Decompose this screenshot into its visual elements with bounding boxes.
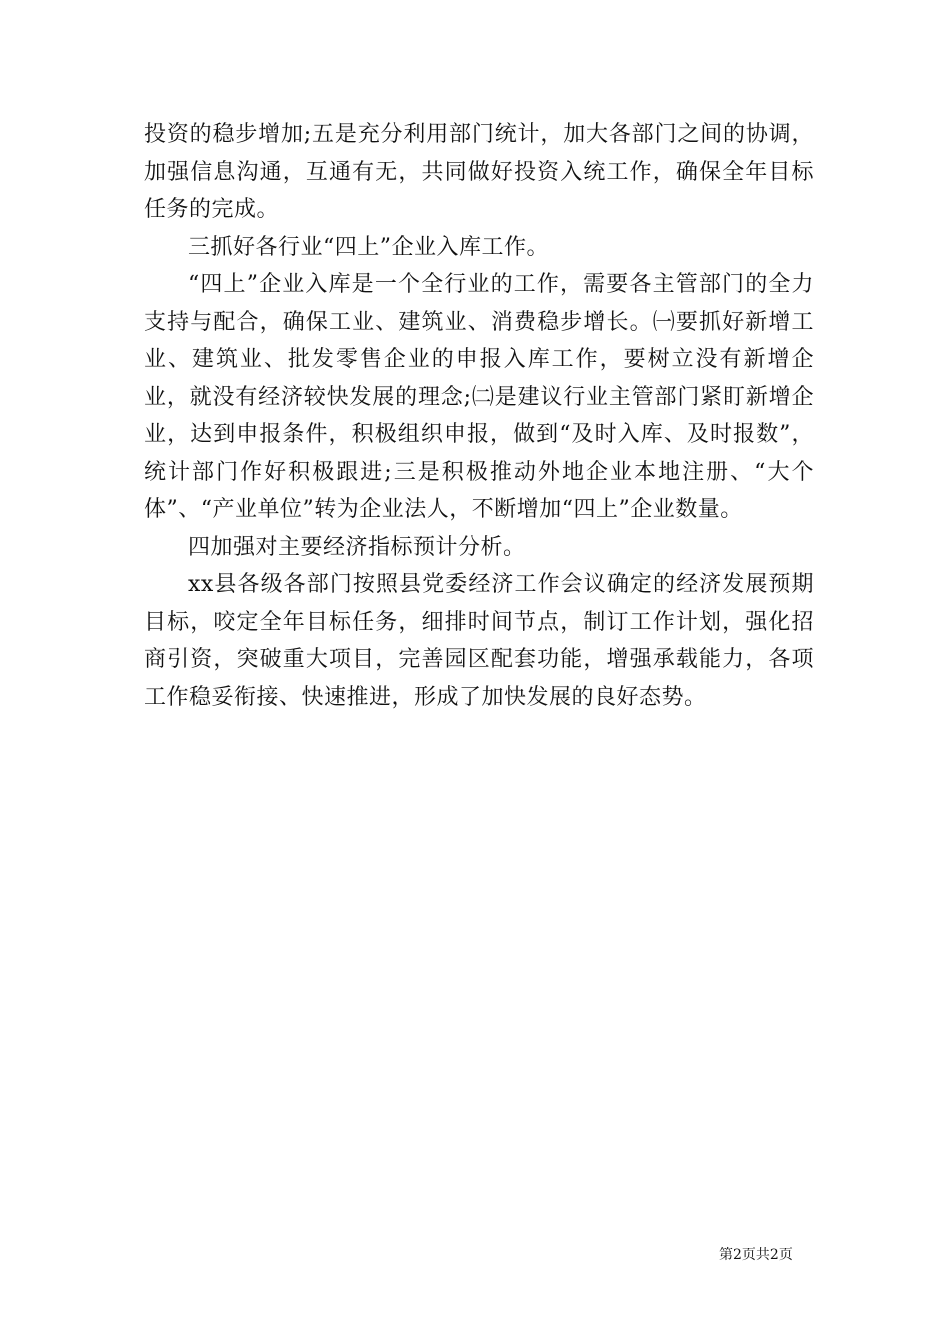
paragraph-continuation: 投资的稳步增加;五是充分利用部门统计，加大各部门之间的协调，加强信息沟通，互通有无，共同做好投资入统工作，确保全年目标任务的完成。 [144, 122, 814, 222]
page-number-footer: 第2页共2页 [719, 1247, 793, 1263]
paragraph-enterprise-registration: “四上”企业入库是一个全行业的工作，需要各主管部门的全力支持与配合，确保工业、建筑业、消费稳步增长。㈠要抓好新增工业、建筑业、批发零售企业的申报入库工作，要树立没有新增企业，就没有经济较快发展的理念;㈡是建议行业主管部门紧盯新增企业，达到申报条件，积极组织申报，做到“及时入库、及时报数”，统计部门作好积极跟进;三是积极推动外地企业本地注册、“大个体”、“产业单位”转为企业法人，不断增加“四上”企业数量。 [144, 272, 814, 522]
section-heading-four: 四加强对主要经济指标预计分析。 [188, 534, 526, 560]
paragraph-county-work: xx县各级各部门按照县党委经济工作会议确定的经济发展预期目标，咬定全年目标任务，细排时间节点，制订工作计划，强化招商引资，突破重大项目，完善园区配套功能，增强承载能力，各项工作稳妥衔接、快速推进，形成了加快发展的良好态势。 [144, 572, 814, 710]
section-heading-three: 三抓好各行业“四上”企业入库工作。 [188, 234, 549, 260]
document-body [144, 116, 814, 716]
